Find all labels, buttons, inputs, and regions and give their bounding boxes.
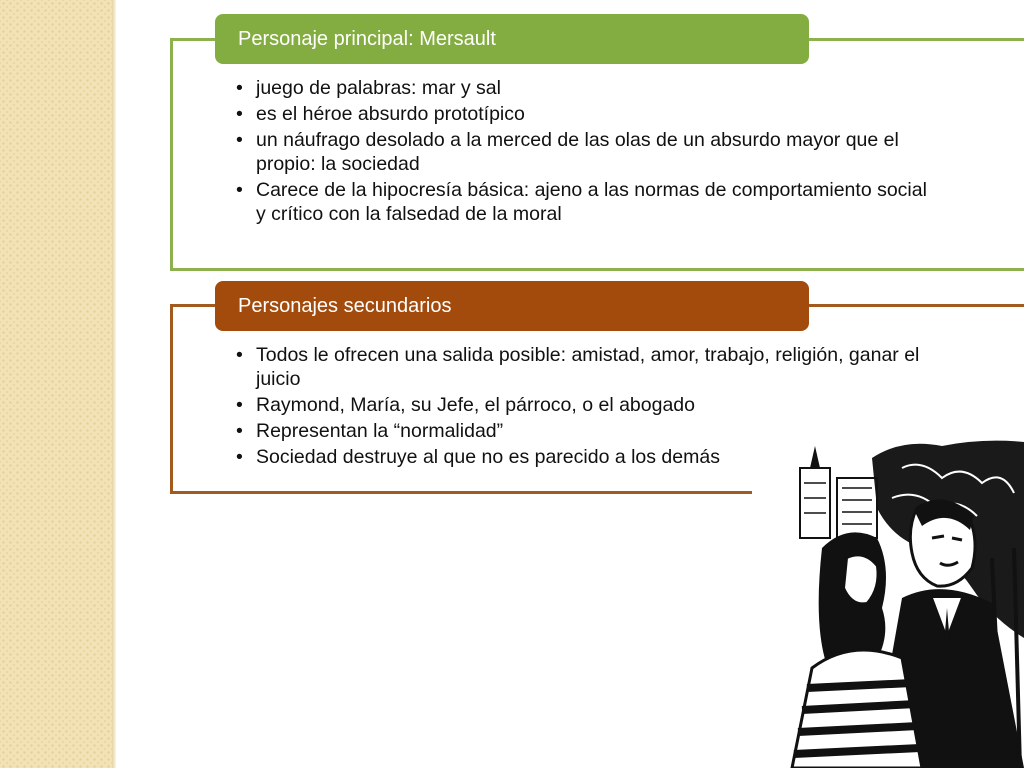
bullet-text: Carece de la hipocresía básica: ajeno a las normas de comportamiento social y crítico con la falsedad de la moral [256, 179, 927, 225]
bullet-item [236, 393, 956, 417]
bullet-text: Representan la “normalidad” [256, 420, 504, 442]
bullet-icon: • [236, 179, 243, 201]
bullet-text: un náufrago desolado a la merced de las olas de un absurdo mayor que el propio: la sociedad [256, 129, 899, 175]
bullet-icon: • [236, 446, 243, 468]
bullet-icon: • [236, 394, 243, 416]
bullet-text: Raymond, María, su Jefe, el párroco, o el abogado [256, 394, 695, 416]
bullet-icon: • [236, 129, 243, 151]
bullet-text: Sociedad destruye al que no es parecido a los demás [256, 446, 720, 468]
main-character-bullets [236, 76, 936, 228]
bullet-item [236, 178, 936, 226]
bullet-text: Todos le ofrecen una salida posible: amistad, amor, trabajo, religión, ganar el juicio [256, 344, 920, 390]
secondary-characters-title: Personajes secundarios [238, 294, 452, 317]
secondary-characters-heading [215, 281, 809, 331]
main-character-title: Personaje principal: Mersault [238, 27, 496, 50]
bullet-item [236, 343, 956, 391]
bullet-icon: • [236, 77, 243, 99]
side-strip-edge [112, 0, 116, 768]
couple-illustration [752, 438, 1024, 768]
bullet-icon: • [236, 344, 243, 366]
main-character-heading [215, 14, 809, 64]
bullet-text: juego de palabras: mar y sal [256, 77, 501, 99]
bullet-text: es el héroe absurdo prototípico [256, 103, 525, 125]
bullet-item [236, 128, 936, 176]
bullet-item [236, 76, 936, 100]
decorative-side-strip [0, 0, 112, 768]
bullet-icon: • [236, 420, 243, 442]
bullet-item [236, 102, 936, 126]
bullet-icon: • [236, 103, 243, 125]
